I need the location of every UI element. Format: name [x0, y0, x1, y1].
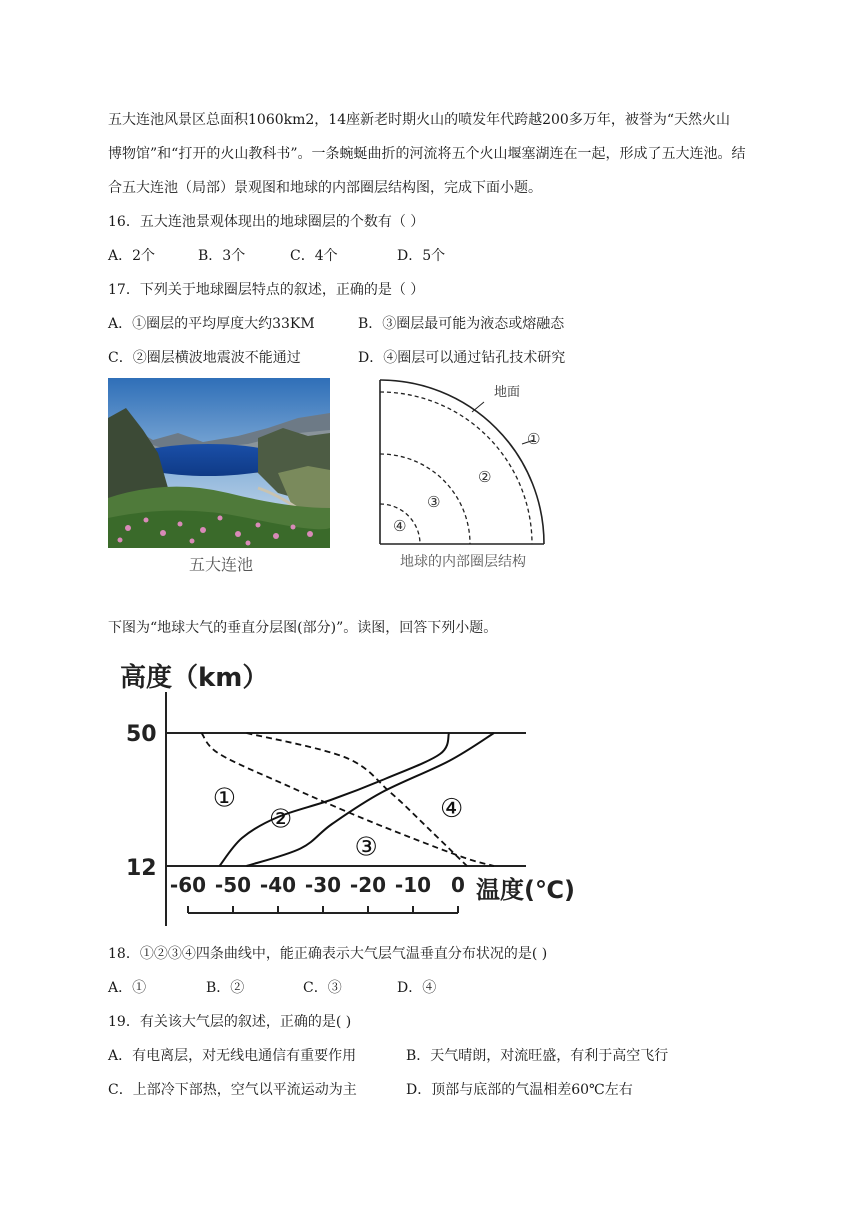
q18-stem: 18．①②③④四条曲线中，能正确表示大气层气温垂直分布状况的是( ) [108, 946, 548, 962]
q19-option-c: C．上部冷下部热，空气以平流运动为主 [108, 1082, 357, 1098]
x-tick-label: -10 [394, 873, 432, 897]
x-tick-label: -60 [169, 873, 207, 897]
q16-option-a: A．2个 [108, 248, 156, 264]
q19-option-d: D．顶部与底部的气温相差60℃左右 [406, 1082, 633, 1098]
series-label-1: ① [212, 783, 237, 814]
series-labels [213, 784, 464, 863]
q17-stem: 17．下列关于地球圈层特点的叙述，正确的是（ ） [108, 282, 425, 298]
q17-option-d: D．④圈层可以通过钻孔技术研究 [358, 350, 566, 366]
series-label-3: ③ [354, 832, 378, 863]
y-tick-label-12: 12 [126, 856, 157, 881]
q17-option-a: A．①圈层的平均厚度大约33KM [108, 316, 315, 332]
q19-option-b: B．天气晴朗，对流旺盛，有利于高空飞行 [406, 1048, 669, 1064]
atmosphere-chart [108, 648, 608, 928]
intro-line-3: 合五大连池（局部）景观图和地球的内部圈层结构图，完成下面小题。 [108, 180, 542, 196]
scale-bar-ticks [188, 906, 458, 913]
series-curve-1 [220, 733, 450, 866]
q17-option-c: C．②圈层横波地震波不能通过 [108, 350, 301, 366]
layer-3-label: ③ [427, 493, 441, 511]
x-axis-label: 温度(℃) [476, 876, 575, 904]
q16-option-d: D．5个 [397, 248, 446, 264]
series-label-4: ④ [440, 794, 464, 824]
intro-line-1: 五大连池风景区总面积1060km2，14座新老时期火山的喷发年代跨越200多万年，被誉为“天然火山 [108, 112, 730, 128]
intro-line-2: 博物馆”和“打开的火山教科书”。一条蜿蜒曲折的河流将五个火山堰塞湖连在一起，形成了五大连池。结 [108, 146, 746, 162]
layer-1-label: ① [527, 430, 541, 448]
series-label-2: ② [269, 804, 293, 835]
q16-option-c: C．4个 [290, 248, 338, 264]
q18-option-c: C．③ [303, 980, 342, 996]
diagram-caption: 地球的内部圈层结构 [400, 554, 526, 570]
x-tick-labels [170, 873, 465, 897]
photo-caption: 五大连池 [189, 555, 254, 574]
surface-label: 地面 [494, 385, 521, 400]
atmosphere-intro: 下图为“地球大气的垂直分层图(部分)”。读图，回答下列小题。 [108, 620, 498, 636]
x-tick-label: -20 [349, 873, 387, 897]
q16-stem: 16．五大连池景观体现出的地球圈层的个数有（ ） [108, 214, 425, 230]
q18-option-d: D．④ [397, 980, 437, 996]
q16-option-b: B．3个 [198, 248, 246, 264]
wudalianchi-photo [108, 378, 330, 548]
x-tick-label: 0 [451, 873, 465, 897]
layer-2-label: ② [478, 468, 492, 486]
earth-interior-diagram [376, 378, 606, 578]
x-tick-label: -50 [214, 873, 252, 897]
x-tick-label: -30 [304, 873, 342, 897]
q17-option-b: B．③圈层最可能为液态或熔融态 [358, 316, 565, 332]
layer-4-label: ④ [393, 517, 407, 535]
surface-leader [472, 402, 484, 412]
q19-option-a: A．有电离层，对无线电通信有重要作用 [108, 1048, 357, 1064]
y-axis-label: 高度（km） [120, 663, 269, 693]
x-tick-label: -40 [259, 873, 297, 897]
q18-option-b: B．② [206, 980, 245, 996]
q18-option-a: A．① [108, 980, 147, 996]
q19-stem: 19．有关该大气层的叙述，正确的是( ) [108, 1014, 352, 1030]
y-tick-label-50: 50 [126, 722, 157, 747]
